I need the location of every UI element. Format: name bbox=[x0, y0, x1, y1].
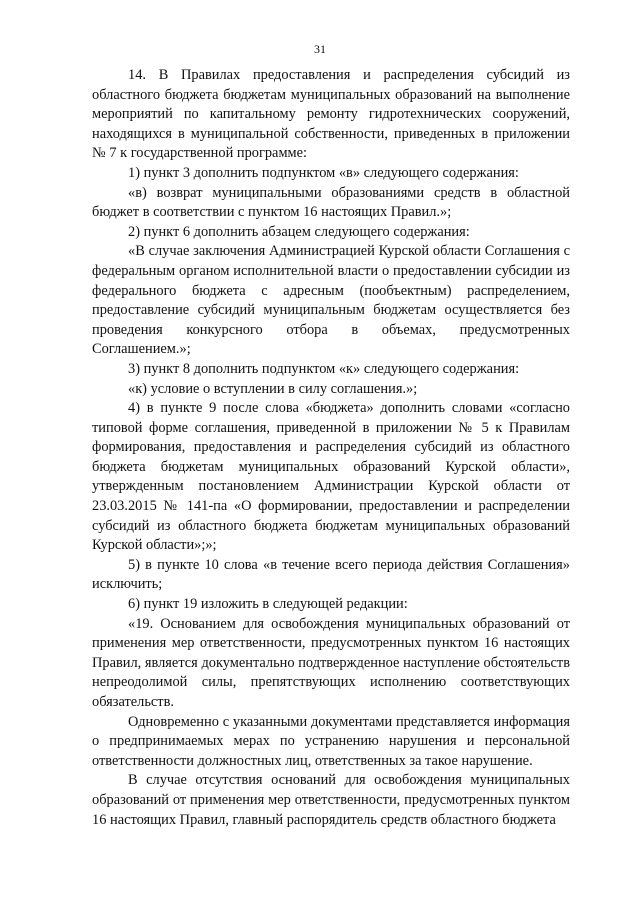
document-body bbox=[92, 66, 570, 830]
paragraph-quote-k: «к) условие о вступлении в силу соглашения.»; bbox=[128, 380, 418, 397]
page-number: 31 bbox=[314, 42, 326, 56]
paragraph-absence-of-grounds: В случае отсутствия оснований для освобождения муниципальных образований от применения мер ответственности, предусмотренных пунктом 16 настоящих Правил, главный распорядитель средств областного бюджета bbox=[92, 772, 570, 828]
paragraph-subitem-4: 4) в пункте 9 после слова «бюджета» дополнить словами «согласно типовой форме соглашения, приведенной в приложении № 5 к Правилам формирования, предоставления и распределения субсидий из областного бюджета бюджетам муниципальных образований Курской области», утвержденным постановлением Администрации Курской области от 23.03.2015 № 141-па «О формировании, предоставлении и распределении субсидий из областного бюджета бюджетам муниципальных образований Курской области»;»; bbox=[92, 400, 570, 554]
paragraph-subitem-2: 2) пункт 6 дополнить абзацем следующего содержания: bbox=[128, 223, 470, 240]
paragraph-subitem-1: 1) пункт 3 дополнить подпунктом «в» следующего содержания: bbox=[128, 164, 519, 181]
paragraph-simultaneously: Одновременно с указанными документами представляется информация о предпринимаемых мерах по устранению нарушения и персональной ответственности должностных лиц, ответственных за такое нарушение. bbox=[92, 713, 570, 769]
paragraph-quote-v: «в) возврат муниципальными образованиями средств в областной бюджет в соответствии с пунктом 16 настоящих Правил.»; bbox=[92, 184, 570, 221]
paragraph-quote-19: «19. Основанием для освобождения муниципальных образований от применения мер ответственности, предусмотренных пунктом 16 настоящих Правил, является документально подтвержденное наступление обстоятельств непреодолимой силы, препятствующих исполнению соответствующих обязательств. bbox=[92, 615, 570, 710]
paragraph-subitem-5: 5) в пункте 10 слова «в течение всего периода действия Соглашения» исключить; bbox=[92, 556, 570, 593]
paragraph-quote-agreement: «В случае заключения Администрацией Курской области Соглашения с федеральным органом исполнительной власти о предоставлении субсидии из федерального бюджета с адресным (пообъектным) распределением, предоставление субсидий муниципальным бюджетам осуществляется без проведения конкурсного отбора в объемах, предусмотренных Соглашением.»; bbox=[92, 243, 570, 358]
paragraph-item-14: 14. В Правилах предоставления и распределения субсидий из областного бюджета бюджетам муниципальных образований на выполнение мероприятий по капитальному ремонту гидротехнических сооружений, находящихся в муниципальной собственности, приведенных в приложении № 7 к государственной программе: bbox=[92, 67, 570, 162]
paragraph-subitem-3: 3) пункт 8 дополнить подпунктом «к» следующего содержания: bbox=[128, 360, 520, 377]
paragraph-subitem-6: 6) пункт 19 изложить в следующей редакции: bbox=[128, 596, 408, 613]
